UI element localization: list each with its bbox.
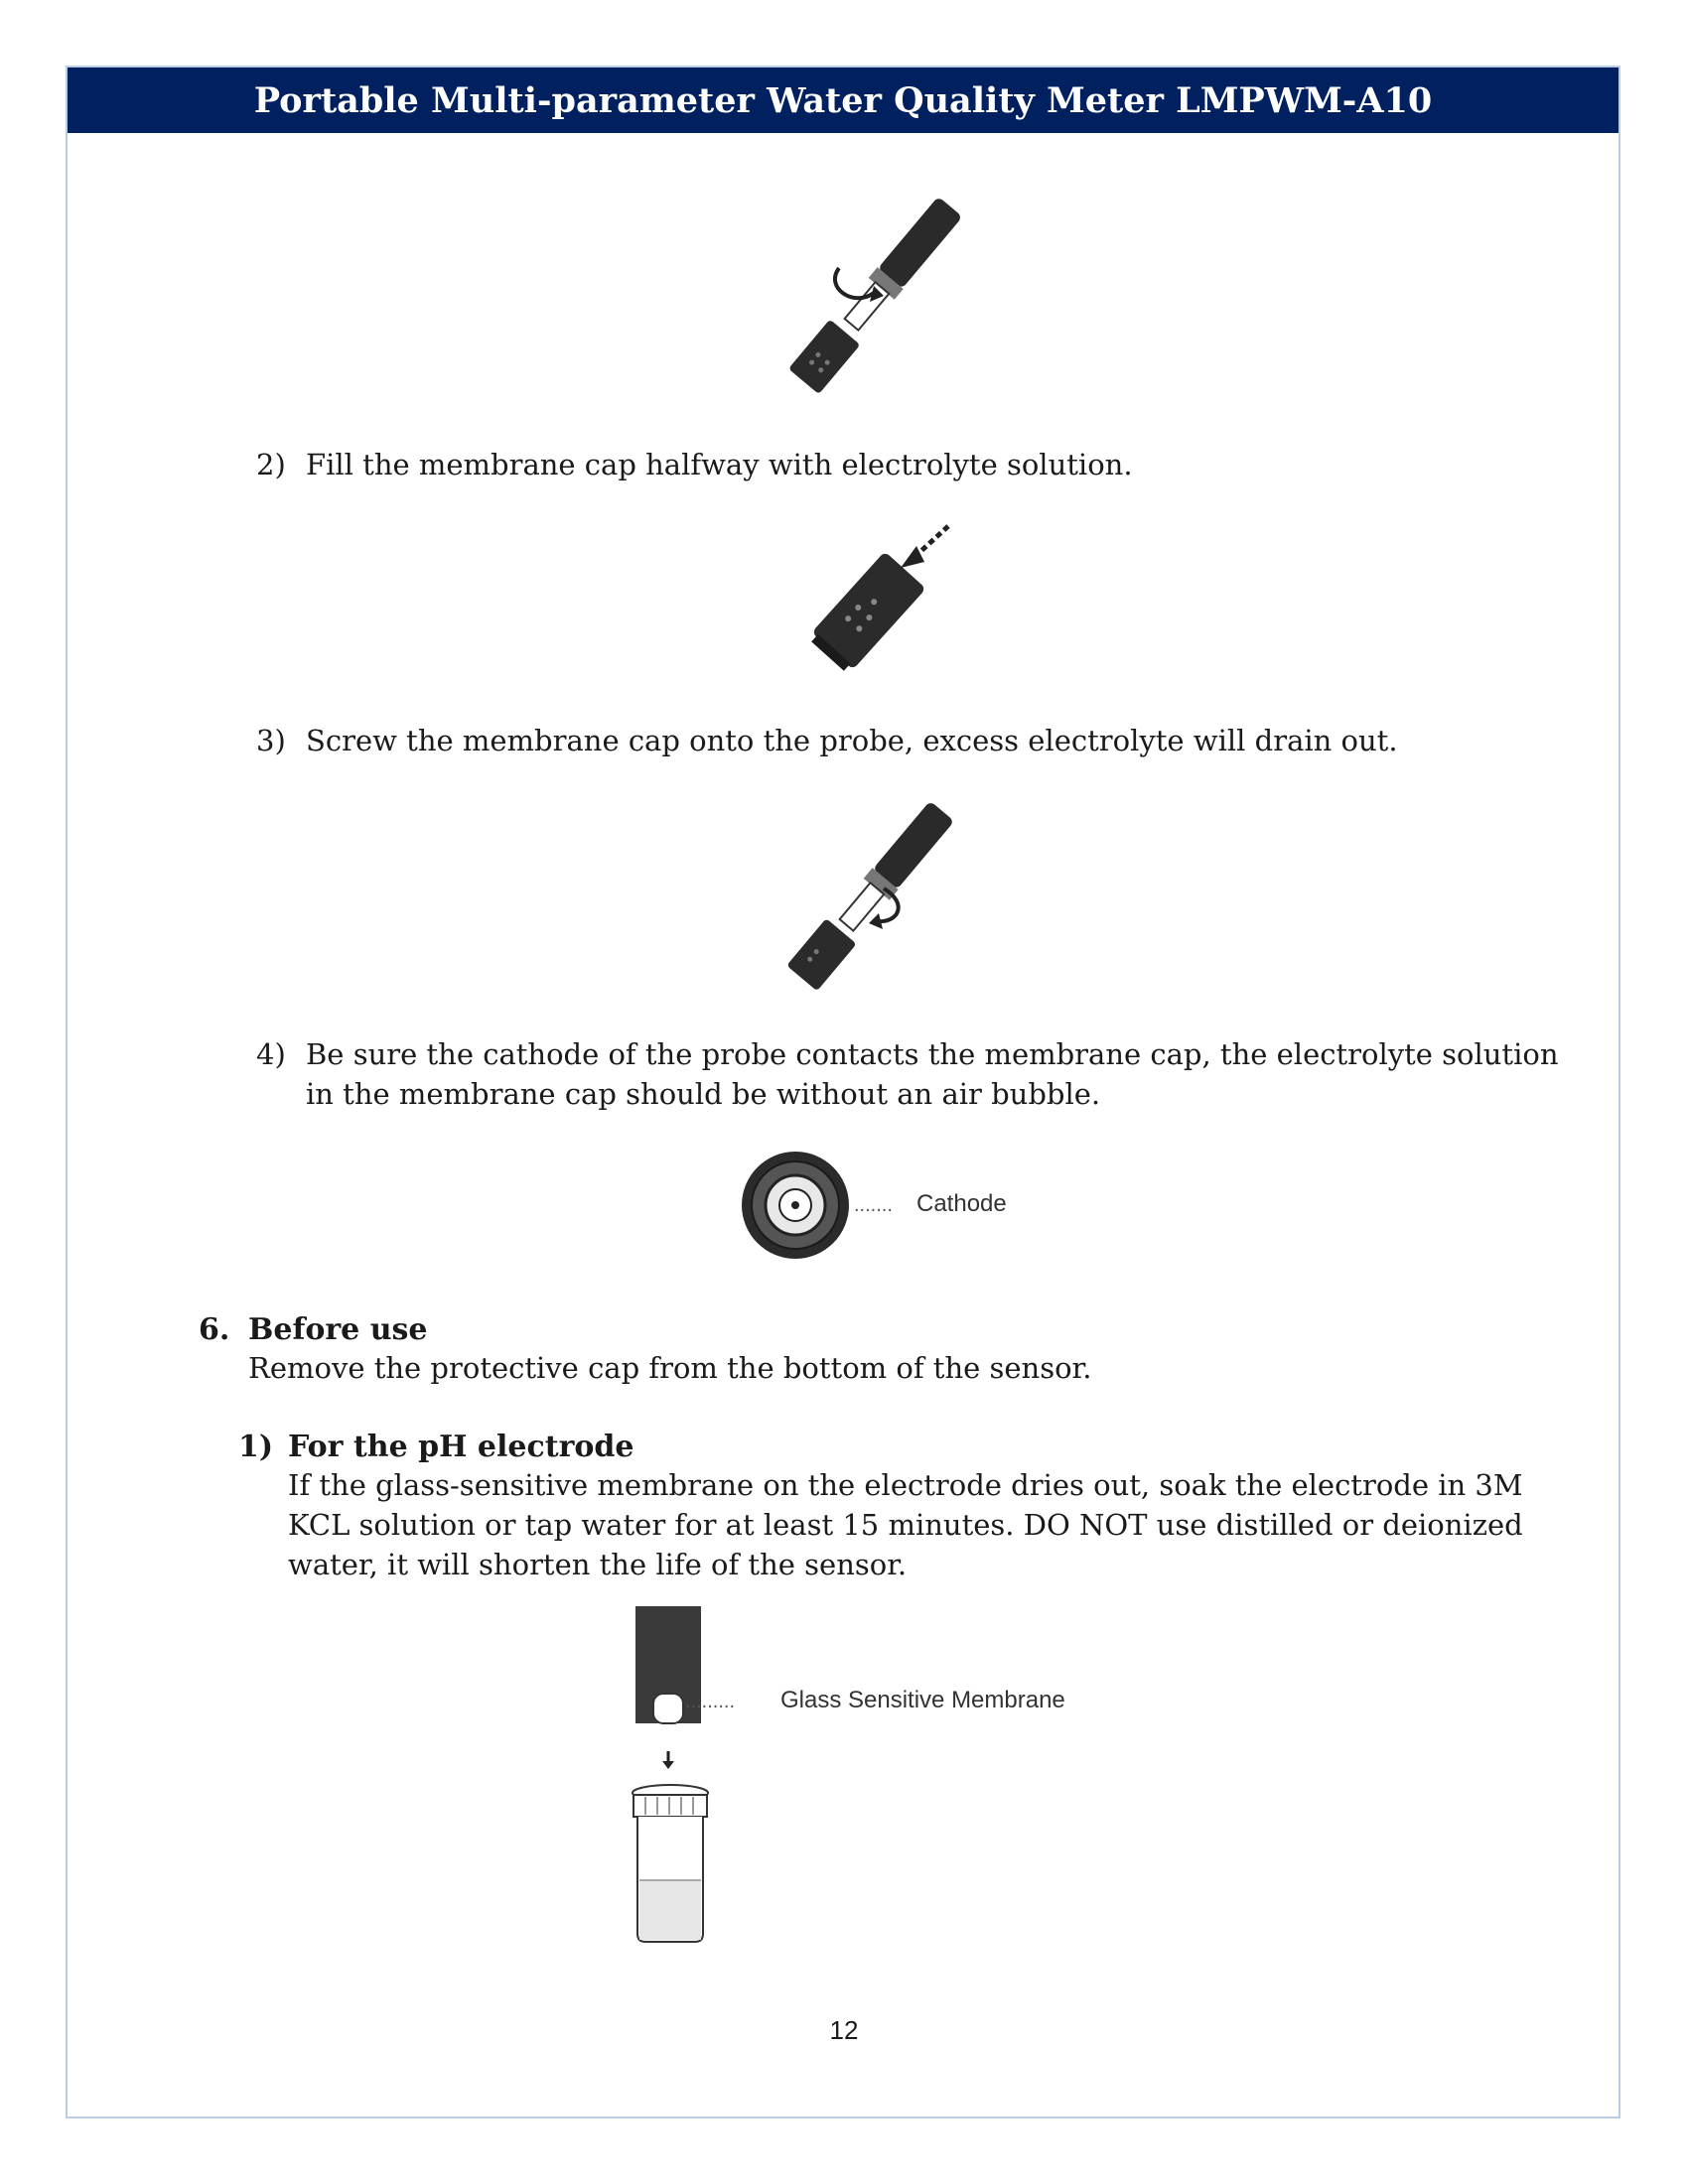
ph-electrode-figure: [626, 1606, 1082, 1944]
subsection-number: 1): [238, 1430, 274, 1464]
header-title: Portable Multi-parameter Water Quality Meter LMPWM-A10: [253, 79, 1433, 121]
cathode-label: Cathode: [916, 1190, 1007, 1217]
svg-text:.......: .......: [854, 1194, 893, 1216]
section-number: 6.: [199, 1312, 230, 1347]
subsection-text-line3: water, it will shorten the life of the sensor.: [288, 1548, 908, 1581]
step-text: Fill the membrane cap halfway with electrolyte solution.: [306, 448, 1133, 481]
section-title: Before use: [248, 1312, 428, 1347]
page-header: [68, 68, 1618, 133]
page-number: 12: [829, 2015, 859, 2045]
step-text: Screw the membrane cap onto the probe, excess electrolyte will drain out.: [306, 724, 1398, 757]
cathode-figure: [740, 1150, 1018, 1269]
subsection-text-line2: KCL solution or tap water for at least 15 minutes. DO NOT use distilled or deionized: [288, 1508, 1523, 1542]
fill-cap-figure: [789, 516, 968, 675]
svg-text:.........: .........: [685, 1691, 736, 1712]
step-number: 4): [256, 1037, 286, 1071]
step-number: 3): [256, 724, 286, 757]
section-text: Remove the protective cap from the bottom of the sensor.: [248, 1351, 1092, 1385]
step-number: 2): [256, 448, 286, 481]
step-3: [256, 721, 1547, 760]
step-text-line1: Be sure the cathode of the probe contacts the membrane cap, the electrolyte solution: [306, 1037, 1559, 1071]
probe-unscrew-figure: [755, 189, 993, 407]
subsection-text-line1: If the glass-sensitive membrane on the electrode dries out, soak the electrode in 3M: [288, 1468, 1523, 1502]
membrane-label: Glass Sensitive Membrane: [780, 1687, 1065, 1713]
probe-screw-figure: [760, 794, 988, 993]
step-text-line2: in the membrane cap should be without an air bubble.: [306, 1077, 1101, 1111]
step-2: [256, 445, 1547, 484]
step-4: [256, 1034, 1559, 1114]
subsection-title: For the pH electrode: [288, 1430, 634, 1464]
